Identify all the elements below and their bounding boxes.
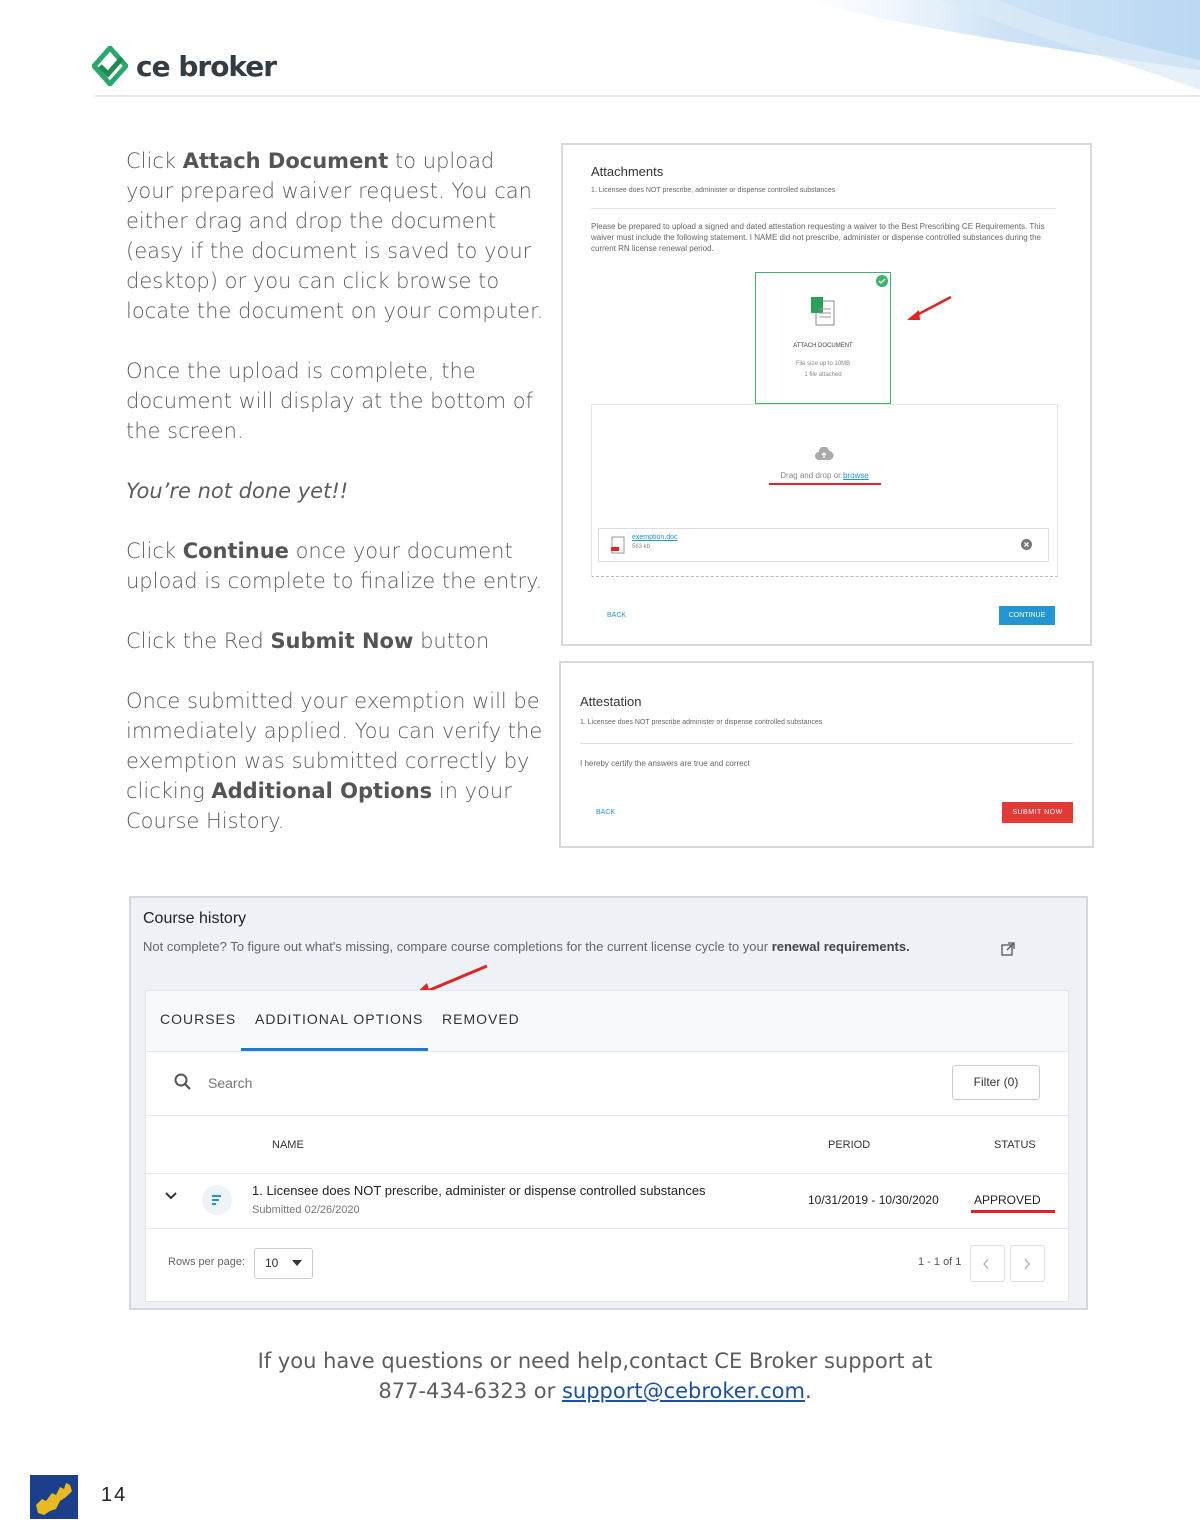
- previous-page-button[interactable]: [970, 1245, 1005, 1282]
- instruction-submit: Click the Red Submit Now button: [126, 629, 490, 653]
- status-badge: APPROVED: [974, 1193, 1041, 1207]
- course-name[interactable]: 1. Licensee does NOT prescribe, administer or dispense controlled substances: [252, 1183, 706, 1198]
- course-history-panel: [145, 990, 1069, 1302]
- pagination-range: 1 - 1 of 1: [918, 1256, 962, 1268]
- table-header-row: [146, 1115, 1068, 1174]
- attestation-subtitle: 1. Licensee does NOT prescribe administer or dispense controlled substances: [580, 719, 823, 726]
- support-line-2: 877-434-6323 or support@cebroker.com.: [378, 1379, 812, 1403]
- support-contact: [150, 1346, 1040, 1406]
- annotation-underline: [769, 483, 881, 485]
- cloud-upload-icon: [814, 447, 834, 461]
- rows-per-page-select[interactable]: [254, 1248, 313, 1279]
- document-icon: [808, 297, 838, 329]
- instruction-verify: Once submitted your exemption will be immediately applied. You can verify the exemption was submitted correctly by clicking Additional Options in your Course History.: [126, 689, 543, 833]
- attachments-screenshot: [561, 143, 1092, 646]
- files-attached-count: 1 file attached: [804, 372, 842, 378]
- pagination-row: [146, 1228, 1068, 1300]
- course-type-icon: [202, 1185, 232, 1215]
- attached-file-row[interactable]: [598, 528, 1049, 562]
- attestation-back-button[interactable]: BACK: [596, 809, 616, 816]
- course-history-screenshot: [129, 896, 1088, 1310]
- attachments-subtitle: 1. Licensee does NOT prescribe, administer or dispense controlled substances: [591, 187, 836, 194]
- tab-removed[interactable]: REMOVED: [442, 1011, 520, 1027]
- instructions-column: [126, 146, 546, 866]
- chevron-down-icon[interactable]: [164, 1191, 178, 1201]
- tab-additional-options[interactable]: ADDITIONAL OPTIONS: [255, 1011, 424, 1027]
- header-divider: [95, 95, 1200, 97]
- renewal-requirements-link[interactable]: renewal requirements.: [771, 939, 910, 954]
- check-circle-icon: [876, 275, 888, 287]
- dropdown-caret-icon: [292, 1260, 302, 1267]
- course-period: 10/31/2019 - 10/30/2020: [808, 1193, 939, 1207]
- attachments-title: Attachments: [591, 164, 664, 179]
- file-icon: [611, 536, 625, 554]
- attach-document-card[interactable]: [755, 272, 891, 404]
- attestation-title: Attestation: [580, 694, 642, 709]
- certify-statement: I hereby certify the answers are true and correct: [580, 759, 750, 768]
- annotation-arrow-icon: [903, 293, 955, 323]
- rows-per-page-label: Rows per page:: [168, 1256, 246, 1268]
- attach-document-label: ATTACH DOCUMENT: [793, 343, 853, 349]
- instruction-upload-complete: Once the upload is complete, the document will display at the bottom of the screen.: [126, 359, 534, 443]
- tab-courses[interactable]: COURSES: [160, 1011, 237, 1027]
- drag-drop-text: Drag and drop or browse: [780, 471, 869, 480]
- continue-button[interactable]: CONTINUE: [999, 606, 1055, 625]
- attached-file-name[interactable]: exemption.doc: [632, 534, 678, 541]
- column-header-status[interactable]: STATUS: [994, 1139, 1036, 1151]
- remove-file-icon[interactable]: [1021, 539, 1032, 550]
- brand-name: ce broker: [136, 49, 277, 83]
- instruction-attach: Click Attach Document to upload your prepared waiver request. You can either drag and drop the document (easy if the document is saved to your desktop) or you can click browse to locate the document on your computer.: [126, 149, 544, 323]
- drop-zone[interactable]: [591, 404, 1058, 577]
- chevron-right-icon: [1023, 1258, 1031, 1270]
- search-row: [146, 1051, 1068, 1116]
- external-link-icon[interactable]: [1001, 942, 1015, 956]
- filter-button[interactable]: Filter (0): [952, 1065, 1040, 1100]
- rows-per-page-value: 10: [265, 1256, 279, 1270]
- divider: [580, 743, 1073, 744]
- brand-logo: [92, 46, 276, 86]
- chevron-left-icon: [982, 1258, 990, 1270]
- table-row[interactable]: [146, 1173, 1068, 1229]
- instruction-not-done: You’re not done yet!!: [126, 479, 349, 503]
- course-history-title: Course history: [143, 910, 247, 927]
- search-icon: [174, 1073, 192, 1091]
- annotation-underline: [971, 1210, 1055, 1213]
- course-history-note: Not complete? To figure out what's missing, compare course completions for the current license cycle to your renewal requirements.: [143, 939, 910, 954]
- support-email-link[interactable]: support@cebroker.com: [561, 1379, 805, 1403]
- column-header-period[interactable]: PERIOD: [828, 1139, 871, 1151]
- attestation-screenshot: [559, 661, 1094, 848]
- support-line-1: If you have questions or need help,contact CE Broker support at: [257, 1349, 933, 1373]
- browse-link[interactable]: browse: [842, 471, 869, 480]
- next-page-button[interactable]: [1010, 1245, 1045, 1282]
- file-size-note: File size up to 10MB: [795, 361, 851, 367]
- tab-bar: [146, 991, 1068, 1052]
- course-submitted-date: Submitted 02/26/2020: [252, 1204, 360, 1216]
- cebroker-logo-icon: [92, 46, 128, 86]
- search-input[interactable]: [206, 1071, 610, 1095]
- attached-file-size: 563 kb: [632, 544, 651, 550]
- divider: [591, 208, 1056, 209]
- attachments-description: Please be prepared to upload a signed and dated attestation requesting a waiver to the Best Prescribing CE Requirements. This waiver must include the following statement. I NAME did not prescribe, administer or dispense controlled substances during the current RN license renewal period.: [591, 222, 1045, 253]
- page-number: 14: [101, 1484, 128, 1506]
- column-header-name[interactable]: NAME: [272, 1139, 304, 1151]
- submit-now-button[interactable]: SUBMIT NOW: [1002, 802, 1073, 823]
- header-wave-graphic: [680, 0, 1200, 110]
- instruction-continue: Click Continue once your document upload is complete to finalize the entry.: [126, 539, 543, 593]
- west-virginia-logo-icon: [30, 1475, 78, 1519]
- attachments-back-button[interactable]: BACK: [607, 612, 627, 619]
